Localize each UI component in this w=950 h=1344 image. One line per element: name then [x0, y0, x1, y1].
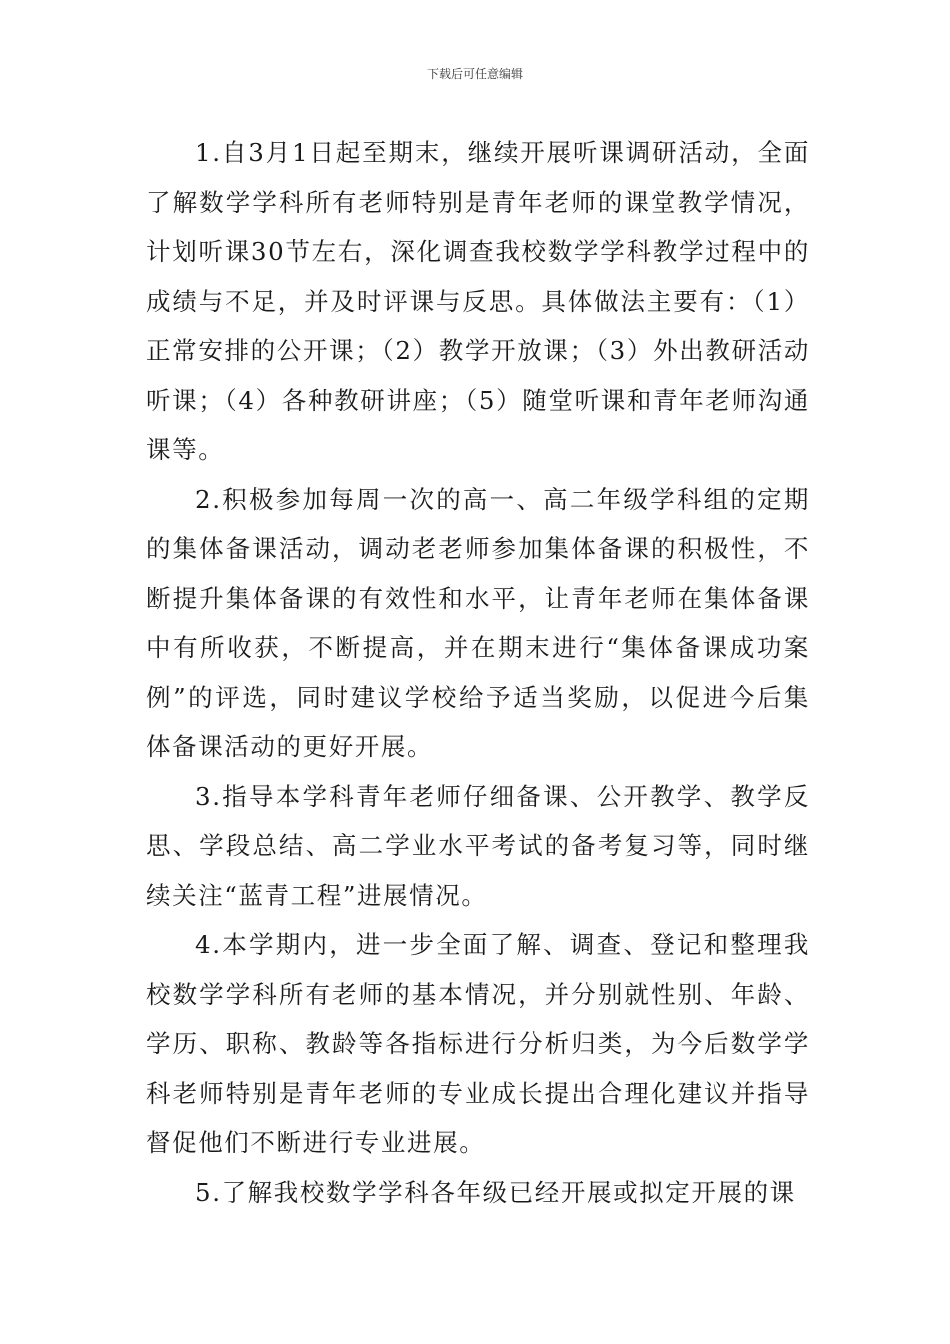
paragraph-3: 3.指导本学科青年老师仔细备课、公开教学、教学反思、学段总结、高二学业水平考试的备考复习等，同时继续关注“蓝青工程”进展情况。: [146, 781, 810, 910]
paragraph-2: 2.积极参加每周一次的高一、高二年级学科组的定期的集体备课活动，调动老老师参加集体备课的积极性，不断提升集体备课的有效性和水平，让青年老师在集体备课中有所收获，不断提高，并在期末进行“集体备课成功案例”的评选，同时建议学校给予适当奖励，以促进今后集体备课活动的更好开展。: [146, 484, 810, 761]
page-header: 下载后可任意编辑: [426, 67, 523, 81]
paragraph-5: 5.了解我校数学学科各年级已经开展或拟定开展的课: [195, 1177, 796, 1207]
paragraph-1: 1.自3月1日起至期末，继续开展听课调研活动，全面了解数学学科所有老师特别是青年老师的课堂教学情况，计划听课30节左右，深化调查我校数学学科教学过程中的成绩与不足，并及时评课与反思。具体做法主要有：（1）正常安排的公开课；（2）教学开放课；（3）外出教研活动听课；（4）各种教研讲座；（5）随堂听课和青年老师沟通课等。: [146, 138, 810, 464]
paragraph-4: 4.本学期内，进一步全面了解、调查、登记和整理我校数学学科所有老师的基本情况，并分别就性别、年龄、学历、职称、教龄等各指标进行分析归类，为今后数学学科老师特别是青年老师的专业成长提出合理化建议并指导督促他们不断进行专业进展。: [146, 930, 810, 1157]
document-body: [146, 128, 810, 1217]
